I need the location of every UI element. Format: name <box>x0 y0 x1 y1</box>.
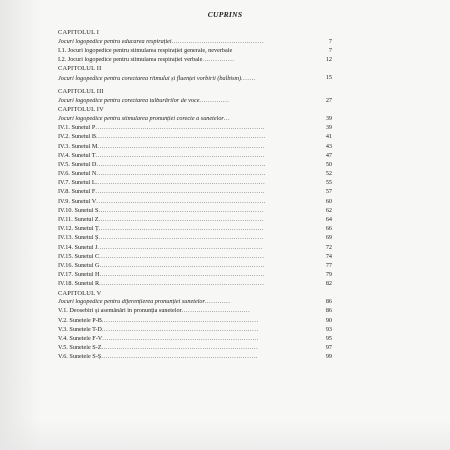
toc-entry-text: IV.15. Sunetul C <box>58 253 100 260</box>
toc-entry-text: IV.12. Sunetul Ț <box>58 226 99 233</box>
toc-entry-title <box>58 66 101 72</box>
toc-leader-dots: ......................................................................... <box>101 354 258 361</box>
toc-entry <box>58 199 338 208</box>
toc-entry <box>58 272 338 281</box>
toc-entry-title <box>58 226 264 232</box>
toc-entry-text: CAPITOLUL II <box>58 66 102 73</box>
table-of-contents <box>58 30 338 364</box>
toc-entry-title <box>58 189 265 195</box>
toc-leader-dots: ............................................................................... <box>95 152 266 159</box>
toc-entry-text: I.1. Jocuri logopedice pentru stimularea respirației generale, neverbale <box>58 47 233 54</box>
toc-entry <box>58 116 338 125</box>
toc-entry-title <box>58 57 235 63</box>
toc-leader-dots: ............................................................................. <box>98 235 264 242</box>
toc-entry-text: CAPITOLUL I <box>58 30 100 36</box>
toc-entry-text: IV.5. Sunetul D <box>58 161 97 168</box>
toc-entry <box>58 98 338 107</box>
toc-entry-text: V.1. Deosebiri și asemănări în pronunția sunetelor <box>58 308 182 315</box>
toc-entry <box>58 153 338 162</box>
toc-entry-text: V.6. Sunetele S-Ș <box>58 354 102 361</box>
toc-leader-dots: ............................................................................... <box>95 125 265 132</box>
toc-entry-title <box>58 235 264 241</box>
toc-entry <box>58 134 338 143</box>
toc-entry <box>58 39 338 48</box>
toc-entry <box>58 226 338 235</box>
toc-chapter-heading <box>58 30 338 39</box>
toc-page-number: 60 <box>325 197 332 205</box>
toc-page-number: 12 <box>325 56 332 64</box>
toc-leader-dots: ........................................... <box>171 38 264 45</box>
toc-entry <box>58 208 338 217</box>
page-shadow-bottom <box>0 420 450 450</box>
toc-page-number: 15 <box>325 74 332 82</box>
toc-page-number: 39 <box>325 114 332 122</box>
page-title: CUPRINS <box>207 10 243 19</box>
toc-entry-text: IV.9. Sunetul V <box>58 198 97 205</box>
toc-leader-dots: ......................................................................... <box>101 345 259 352</box>
toc-entry-title <box>58 345 258 351</box>
toc-entry-title <box>58 75 256 82</box>
toc-entry-text: Jocuri logopedice pentru corectarea tulburărilor de voce <box>58 97 200 104</box>
toc-entry-text: IV.6. Sunetul N <box>58 171 97 178</box>
toc-page-number: 57 <box>325 188 332 196</box>
toc-entry-title <box>58 153 265 159</box>
toc-page-number: 27 <box>325 96 332 104</box>
toc-entry <box>58 144 338 153</box>
toc-entry-title <box>58 245 263 251</box>
toc-entry-text: V.4. Sunetele F-V <box>58 336 103 343</box>
toc-page-number: 97 <box>325 344 332 352</box>
toc-entry-title <box>58 162 266 168</box>
toc-page-number: 62 <box>325 206 332 214</box>
toc-page-number: 7 <box>328 46 332 54</box>
toc-entry <box>58 281 338 290</box>
toc-entry-text: CAPITOLUL V <box>58 290 102 297</box>
toc-entry <box>58 354 338 363</box>
toc-leader-dots: ............................................................................... <box>96 134 266 141</box>
toc-page-number: 69 <box>325 234 332 242</box>
toc-leader-dots: ............................................................................. <box>98 217 264 223</box>
toc-leader-dots: ............................................................................. <box>99 253 265 260</box>
toc-entry <box>58 162 338 171</box>
toc-entry-title <box>58 48 232 54</box>
toc-entry-text: IV.18. Sunetul R <box>58 281 100 288</box>
toc-leader-dots: .............................................................................. <box>97 143 265 150</box>
toc-entry-text: V.3. Sunetele T-D <box>58 326 102 333</box>
toc-entry-title <box>58 134 266 140</box>
toc-entry-title <box>58 281 264 287</box>
toc-entry-text: IV.17. Sunetul H <box>58 272 100 279</box>
toc-entry-title <box>58 217 264 223</box>
toc-entry-title <box>58 272 265 278</box>
toc-entry-title <box>58 39 264 45</box>
toc-page-number: 64 <box>325 216 332 223</box>
toc-entry-text: I.2. Jocuri logopedice pentru stimularea respirației verbale <box>58 57 203 64</box>
toc-leader-dots: ............................................................................... <box>96 161 266 168</box>
toc-page-number: 52 <box>325 170 332 178</box>
toc-entry-text: IV.3. Sunetul M <box>58 143 98 150</box>
toc-leader-dots: ............................................................................... <box>95 180 266 187</box>
toc-entry-title <box>58 98 230 104</box>
toc-entry <box>58 180 338 189</box>
toc-entry <box>58 189 338 198</box>
toc-entry-text: IV.7. Sunetul L <box>58 180 96 187</box>
toc-entry <box>58 308 338 317</box>
toc-page-number: 66 <box>325 225 332 233</box>
toc-entry-title <box>58 299 231 305</box>
toc-entry-title <box>58 208 264 214</box>
toc-page-number: 82 <box>325 280 332 288</box>
toc-leader-dots: ............................................................................... <box>96 198 266 205</box>
toc-entry-title <box>58 354 258 360</box>
toc-leader-dots: ....... <box>241 75 257 83</box>
toc-entry-title <box>58 171 266 177</box>
toc-entry <box>58 171 338 180</box>
toc-entry-text: IV.1. Sunetul P <box>58 125 96 132</box>
toc-entry <box>58 336 338 345</box>
toc-entry-title <box>58 107 104 113</box>
toc-entry-text: IV.4. Sunetul T <box>58 152 96 159</box>
toc-entry-title <box>58 144 265 150</box>
toc-entry-title <box>58 263 265 269</box>
toc-page-number: 39 <box>325 124 332 132</box>
toc-entry-title <box>58 89 104 95</box>
toc-chapter-heading <box>58 291 338 300</box>
toc-entry-title <box>58 308 250 314</box>
toc-entry-text: V.5. Sunetele S-Z <box>58 345 102 352</box>
toc-chapter-heading <box>58 89 338 98</box>
toc-entry <box>58 345 338 354</box>
toc-leader-dots: ............ <box>204 299 231 306</box>
toc-leader-dots: ............................................................................. <box>99 272 265 279</box>
toc-entry <box>58 254 338 263</box>
toc-page-number: 99 <box>325 353 332 361</box>
toc-entry <box>58 299 338 308</box>
toc-entry-title <box>58 327 259 333</box>
toc-entry-title <box>58 254 264 260</box>
toc-leader-dots: ............................................................................... <box>96 171 266 178</box>
toc-page-number: 74 <box>325 252 332 260</box>
toc-entry-text: CAPITOLUL IV <box>58 107 104 114</box>
toc-chapter-heading <box>58 66 338 75</box>
toc-entry-text: IV.8. Sunetul F <box>58 189 96 196</box>
toc-leader-dots: ............................................................................. <box>99 262 265 269</box>
toc-entry-text: Jocuri logopedice pentru stimularea pronunției corecte a sunetelor <box>58 115 224 122</box>
toc-entry-title <box>58 291 101 297</box>
toc-entry <box>58 327 338 336</box>
toc-entry-text: CAPITOLUL III <box>58 89 104 96</box>
toc-entry-title <box>58 336 259 342</box>
toc-entry-text: V.2. Sunetele P-B <box>58 317 102 324</box>
toc-entry-title <box>58 116 230 122</box>
toc-page-number: 93 <box>325 325 332 333</box>
toc-leader-dots: ............................................................................... <box>95 189 265 196</box>
toc-entry <box>58 318 338 327</box>
toc-leader-dots: ............................................................................. <box>98 226 265 233</box>
toc-entry-text: Jocuri logopedice pentru educarea respirației <box>58 38 172 45</box>
toc-entry-text: IV.14. Sunetul J <box>58 244 98 251</box>
toc-entry <box>58 57 338 66</box>
toc-entry-title <box>58 199 266 205</box>
toc-entry <box>58 245 338 254</box>
page-shadow-left <box>0 0 40 450</box>
toc-entry-text: IV.11. Sunetul Z <box>58 217 99 223</box>
toc-entry <box>58 235 338 244</box>
toc-entry-text: IV.10. Sunetul S <box>58 207 99 214</box>
toc-leader-dots: ................................ <box>181 308 251 315</box>
toc-entry-title <box>58 125 265 131</box>
toc-leader-dots: ............................................................................. <box>97 244 263 251</box>
toc-page-number: 95 <box>325 335 332 343</box>
toc-entry-text: IV.16. Sunetul G <box>58 262 100 269</box>
toc-leader-dots: ............................................................................. <box>99 281 265 288</box>
toc-page-number: 50 <box>325 160 332 168</box>
toc-entry-text: IV.2. Sunetul B <box>58 134 97 141</box>
toc-entry <box>58 263 338 272</box>
toc-entry <box>58 217 338 226</box>
toc-leader-dots: ............................................................................. <box>98 207 264 214</box>
toc-page-number: 43 <box>325 142 332 150</box>
toc-entry-title <box>58 318 259 324</box>
toc-page-number: 86 <box>325 307 332 315</box>
toc-entry <box>58 75 338 89</box>
toc-entry-text: IV.13. Sunetul Ș <box>58 235 99 242</box>
toc-leader-dots: ............... <box>202 57 235 64</box>
toc-entry-text: Jocuri logopedice pentru diferențierea pronunției sunetelor <box>58 299 205 306</box>
toc-page-number: 79 <box>325 271 332 279</box>
toc-page-number: 41 <box>325 133 332 141</box>
toc-entry <box>58 125 338 134</box>
toc-page-number: 86 <box>325 298 332 306</box>
toc-page-number: 90 <box>325 316 332 324</box>
toc-leader-dots: .............. <box>199 97 230 104</box>
toc-page-number: 47 <box>325 151 332 159</box>
toc-leader-dots: ......................................................................... <box>101 326 259 333</box>
toc-page-number: 77 <box>325 261 332 269</box>
toc-leader-dots: ......................................................................... <box>102 336 259 343</box>
toc-leader-dots: ... <box>223 115 231 122</box>
toc-chapter-heading <box>58 107 338 116</box>
toc-entry-text: Jocuri logopedice pentru corectarea ritmului și fluenței vorbirii (balbism) <box>58 75 242 83</box>
toc-entry <box>58 48 338 57</box>
toc-entry-title <box>58 180 265 186</box>
toc-page-number: 55 <box>325 179 332 187</box>
toc-page-number: 72 <box>325 243 332 251</box>
toc-entry-title <box>58 30 99 36</box>
toc-page-number: 7 <box>328 37 332 45</box>
toc-leader-dots: ......................................................................... <box>101 317 259 324</box>
